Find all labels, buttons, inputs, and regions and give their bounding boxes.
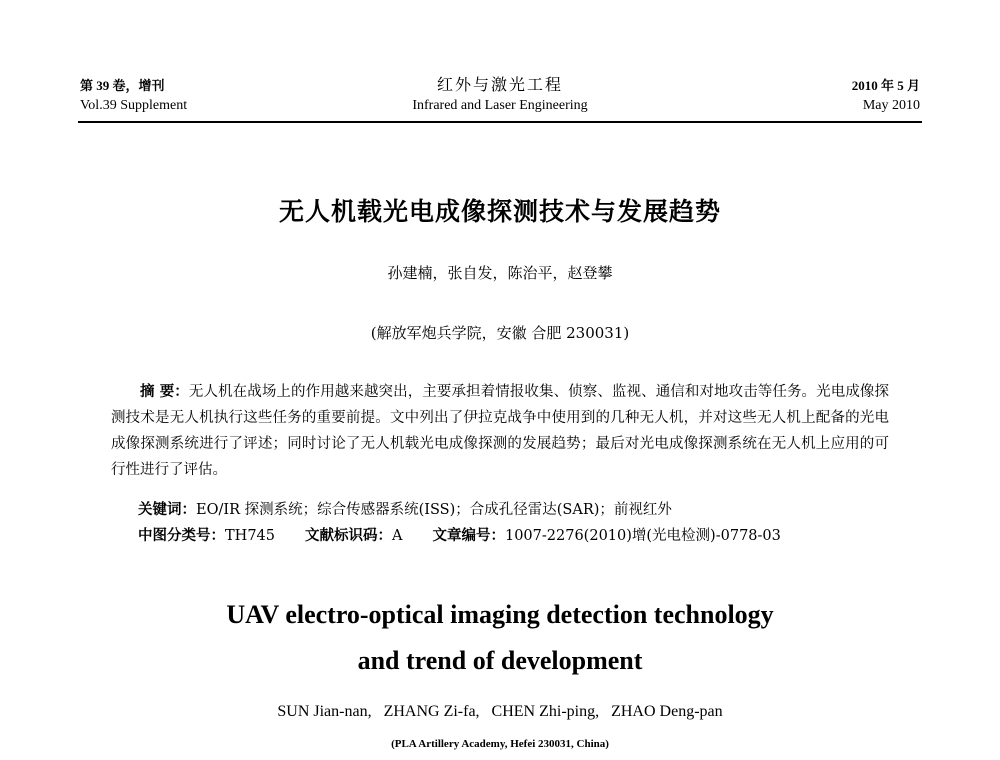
keywords-label: 关键词： (138, 502, 196, 518)
classification-line (138, 523, 781, 549)
header-journal (80, 76, 920, 116)
header-date (852, 76, 920, 116)
paper-title-zh: 无人机载光电成像探测技术与发展趋势 (278, 197, 721, 226)
clc-label: 中图分类号： (138, 528, 225, 544)
keywords (138, 497, 672, 523)
doc-code-label: 文献标识码： (305, 528, 392, 544)
keywords-text: EO/IR 探测系统；综合传感器系统(ISS)；合成孔径雷达(SAR)；前视红外 (196, 502, 672, 518)
abstract-label: 摘 要： (140, 384, 189, 400)
running-header (80, 76, 920, 124)
affiliation-zh: (解放军炮兵学院，安徽 合肥 230031) (370, 324, 630, 342)
abstract-zh (111, 379, 889, 483)
header-journal-en: Infrared and Laser Engineering (412, 98, 588, 113)
paper-title-en-line2: and trend of development (357, 646, 643, 675)
paper-title-en (0, 592, 1000, 684)
article-number-label: 文章编号： (432, 528, 505, 544)
header-volume-en: Vol.39 Supplement (80, 98, 188, 113)
affiliation-en: (PLA Artillery Academy, Hefei 230031, China) (391, 738, 609, 750)
header-rule (78, 121, 922, 123)
authors-zh: 孙建楠，张自发，陈治平，赵登攀 (387, 264, 613, 282)
abstract-text: 无人机在战场上的作用越来越突出，主要承担着情报收集、侦察、监视、通信和对地攻击等任务。光电成像探测技术是无人机执行这些任务的重要前提。文中列出了伊拉克战争中使用到的几种无人机，并对这些无人机上配备的光电成像探测系统进行了评述；同时讨论了无人机载光电成像探测的发展趋势；最后对光电成像探测系统在无人机上应用的可行性进行了评估。 (111, 384, 889, 478)
paper-title-en-line1: UAV electro-optical imaging detection technology (226, 600, 774, 629)
doc-code-value: A (392, 528, 403, 544)
header-date-zh: 2010 年 5 月 (851, 78, 920, 93)
header-date-en: May 2010 (862, 98, 920, 113)
header-volume-zh: 第 39 卷，增刊 (80, 78, 165, 93)
clc-value: TH745 (225, 528, 275, 544)
header-journal-zh: 红外与激光工程 (436, 77, 563, 94)
authors-en: SUN Jian-nan, ZHANG Zi-fa, CHEN Zhi-ping, ZHAO Deng-pan (277, 703, 723, 720)
article-number-value: 1007-2276(2010)增(光电检测)-0778-03 (504, 528, 781, 544)
